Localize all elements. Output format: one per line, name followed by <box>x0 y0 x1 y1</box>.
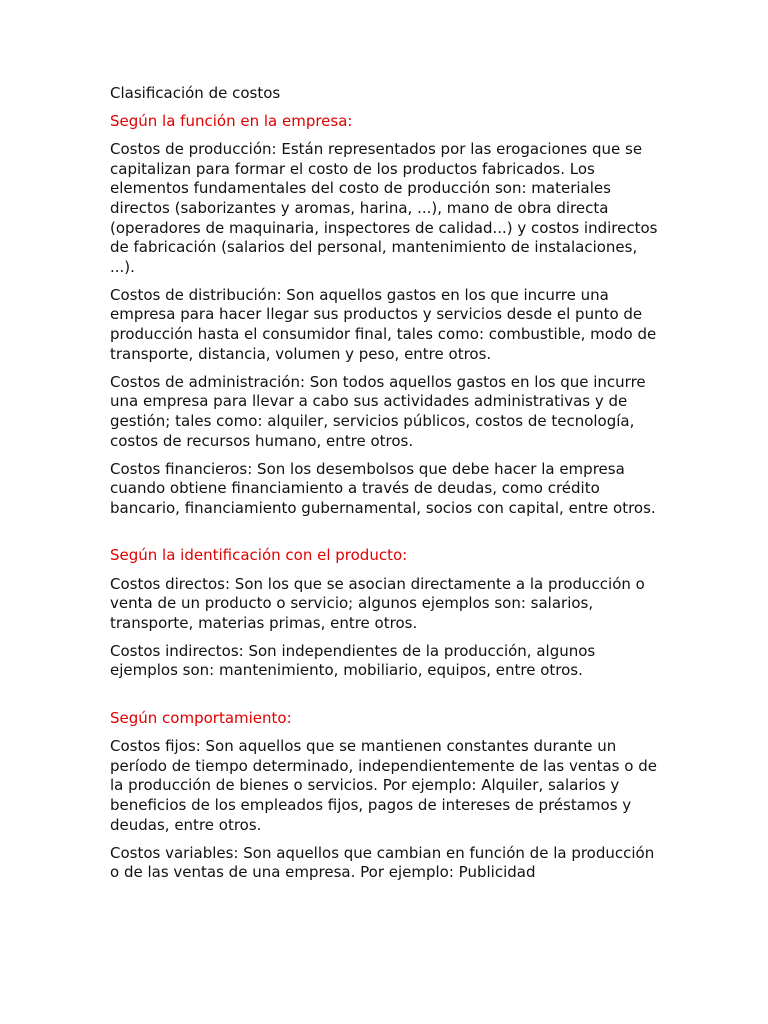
paragraph-variable-costs: Costos variables: Son aquellos que cambian en función de la producción o de las ventas de una empresa. Por ejemplo: Publicidad <box>110 843 655 882</box>
paragraph-financial-costs: Costos financieros: Son los desembolsos que debe hacer la empresa cuando obtiene financiamiento a través de deudas, como crédito bancario, financiamiento gubernamental, socios con capital, entre otros. <box>110 459 656 517</box>
document-body <box>110 84 658 891</box>
paragraph-fixed-costs: Costos fijos: Son aquellos que se mantienen constantes durante un período de tiempo determinado, independientemente de las ventas o de la producción de bienes o servicios. Por ejemplo: Alquiler, salarios y beneficios de los empleados fijos, pagos de intereses de préstamos y deudas, entre otros. <box>110 737 657 834</box>
section-spacer <box>110 527 658 547</box>
section-heading-behavior: Según comportamiento: <box>110 709 292 728</box>
paragraph-distribution-costs: Costos de distribución: Son aquellos gastos en los que incurre una empresa para hacer llegar sus productos y servicios desde el punto de producción hasta el consumidor final, tales como: combustible, modo de transporte, distancia, volumen y peso, entre otros. <box>110 285 657 363</box>
paragraph-direct-costs: Costos directos: Son los que se asocian directamente a la producción o venta de un producto o servicio; algunos ejemplos son: salarios, transporte, materias primas, entre otros. <box>110 574 645 632</box>
paragraph-administration-costs: Costos de administración: Son todos aquellos gastos en los que incurre una empresa para llevar a cabo sus actividades administrativas y de gestión; tales como: alquiler, servicios públicos, costos de tecnología, costos de recursos humano, entre otros. <box>110 372 646 450</box>
section-spacer <box>110 690 658 710</box>
paragraph-production-costs: Costos de producción: Están representados por las erogaciones que se capitalizan para formar el costo de los productos fabricados. Los elementos fundamentales del costo de producción son: materiales directos (saborizantes y aromas, harina, ...), mano de obra directa (operadores de maquinaria, inspectores de calidad...) y costos indirectos de fabricación (salarios del personal, mantenimiento de instalaciones, ...). <box>110 140 658 276</box>
document-title: Clasificación de costos <box>110 84 281 102</box>
section-heading-function: Según la función en la empresa: <box>110 112 353 131</box>
paragraph-indirect-costs: Costos indirectos: Son independientes de la producción, algunos ejemplos son: mantenimiento, mobiliario, equipos, entre otros. <box>110 641 596 680</box>
section-heading-identification: Según la identificación con el producto: <box>110 546 408 565</box>
